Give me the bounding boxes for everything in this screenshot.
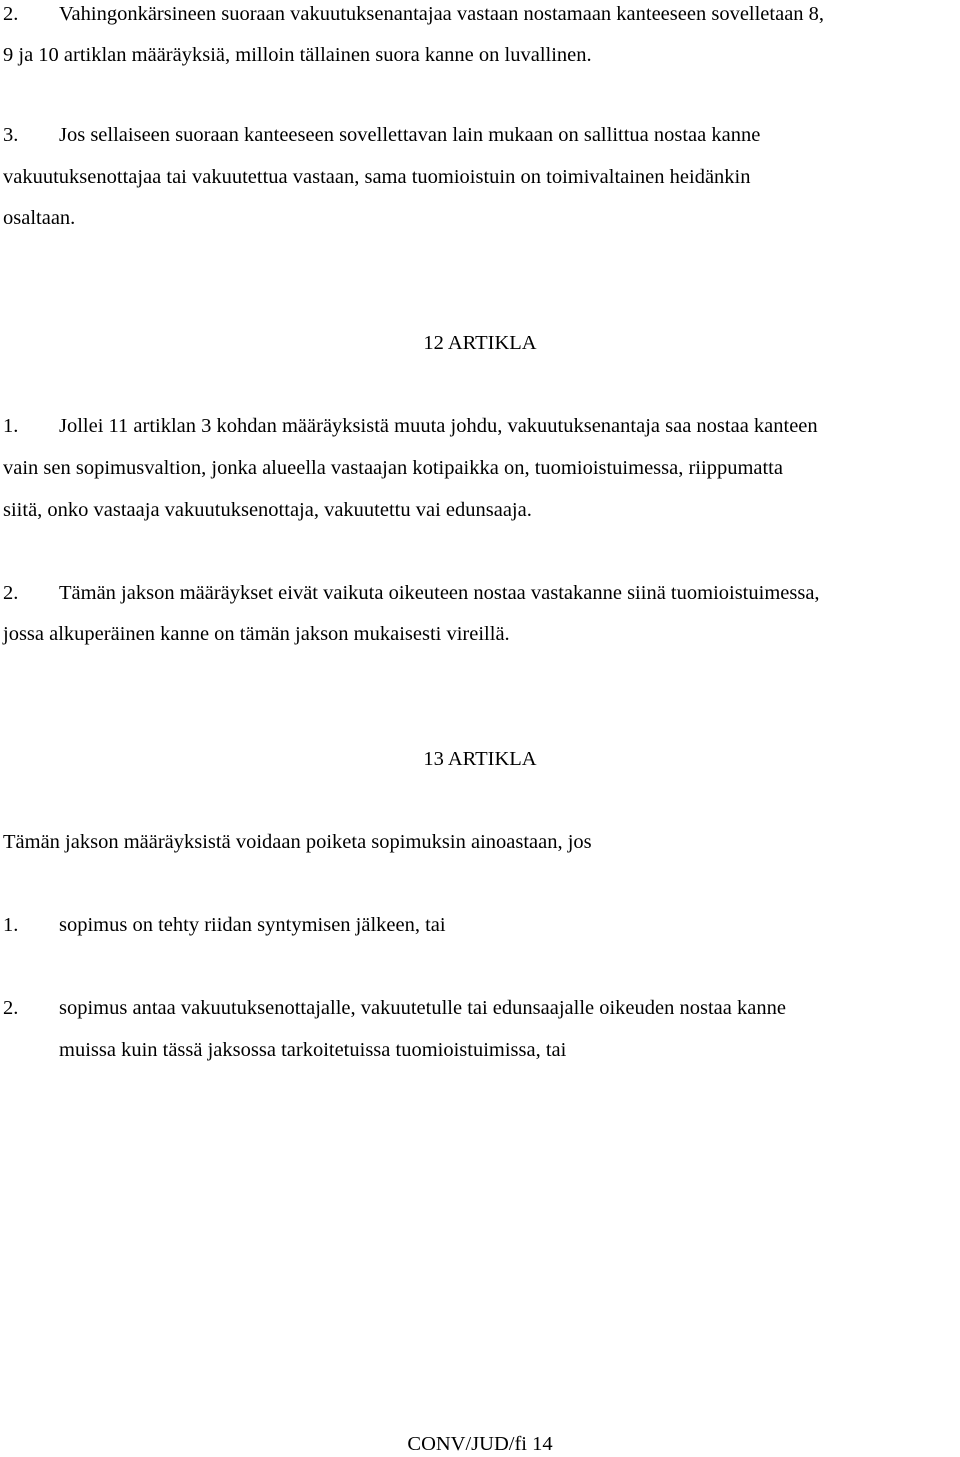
paragraph-text: jossa alkuperäinen kanne on tämän jakson mukaisesti vireillä. (3, 623, 510, 645)
paragraph-number: 2. (3, 3, 19, 25)
paragraph-text: 9 ja 10 artiklan määräyksiä, milloin tällainen suora kanne on luvallinen. (3, 44, 592, 66)
paragraph-number: 2. (3, 582, 19, 604)
paragraph-text: Vahingonkärsineen suoraan vakuutuksenantajaa vastaan nostamaan kanteeseen sovelletaan 8, (59, 3, 825, 25)
article-heading: 12 ARTIKLA (423, 332, 537, 354)
list-item-text: sopimus antaa vakuutuksenottajalle, vakuutetulle tai edunsaajalle oikeuden nostaa kanne (59, 997, 786, 1019)
paragraph-text: Tämän jakson määräyksistä voidaan poiketa sopimuksin ainoastaan, jos (3, 831, 592, 853)
paragraph-text: siitä, onko vastaaja vakuutuksenottaja, vakuutettu vai edunsaaja. (3, 499, 532, 521)
paragraph-text: Jos sellaiseen suoraan kanteeseen sovellettavan lain mukaan on sallittua nostaa kanne (59, 124, 761, 146)
paragraph-number: 1. (3, 415, 19, 437)
list-item-text: muissa kuin tässä jaksossa tarkoitetuissa tuomioistuimissa, tai (59, 1039, 567, 1061)
paragraph-number: 3. (3, 124, 19, 146)
paragraph-text: osaltaan. (3, 207, 76, 229)
list-item-number: 2. (3, 997, 19, 1019)
paragraph-text: vain sen sopimusvaltion, jonka alueella vastaajan kotipaikka on, tuomioistuimessa, riippumatta (3, 457, 783, 479)
paragraph-text: vakuutuksenottajaa tai vakuutettua vastaan, sama tuomioistuin on toimivaltainen heidänkin (3, 166, 751, 188)
page-footer-reference: CONV/JUD/fi 14 (407, 1433, 553, 1455)
article-heading: 13 ARTIKLA (423, 748, 537, 770)
list-item-text: sopimus on tehty riidan syntymisen jälkeen, tai (59, 914, 446, 936)
paragraph-text: Tämän jakson määräykset eivät vaikuta oikeuteen nostaa vastakanne siinä tuomioistuimessa, (59, 582, 820, 604)
paragraph-text: Jollei 11 artiklan 3 kohdan määräyksistä muuta johdu, vakuutuksenantaja saa nostaa kanteen (59, 415, 818, 437)
list-item-number: 1. (3, 914, 19, 936)
